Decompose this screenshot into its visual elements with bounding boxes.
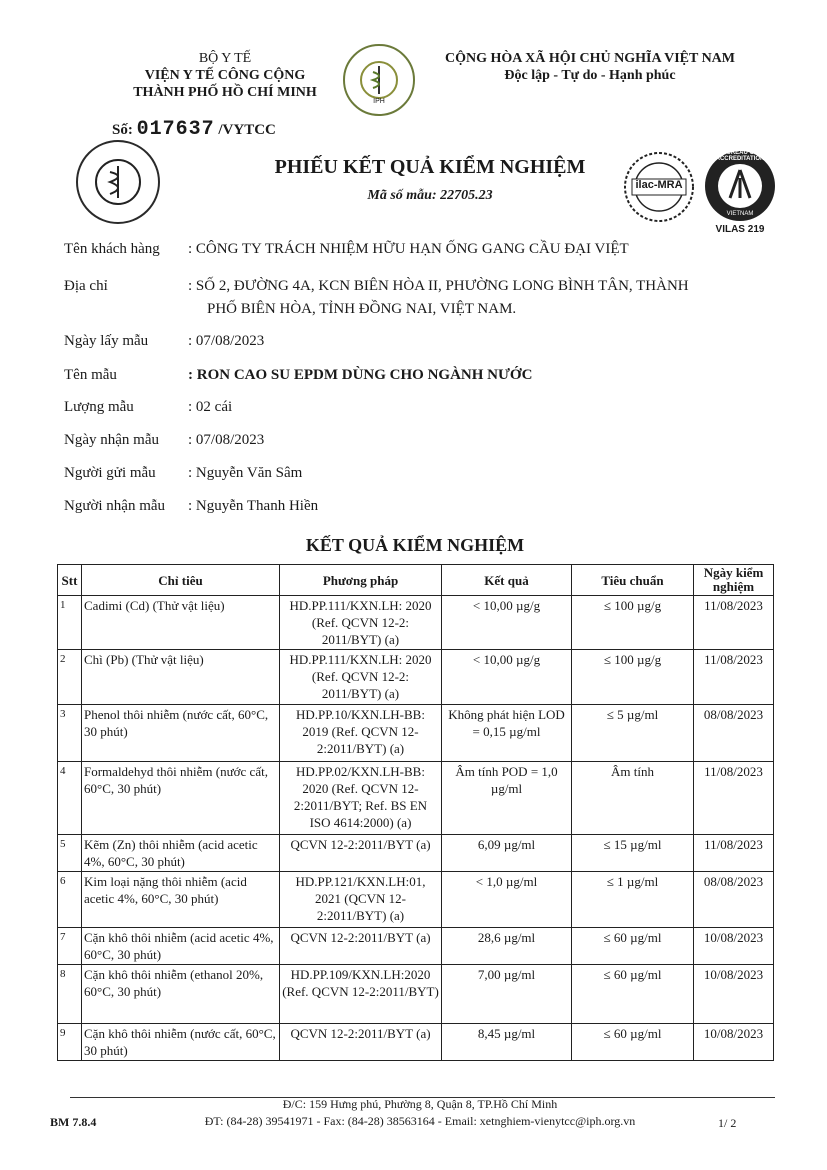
row-test-date: 11/08/2023 [694, 835, 774, 872]
sender-value: : Nguyễn Văn Sâm [188, 465, 303, 481]
row-method: QCVN 12-2:2011/BYT (a) [280, 1024, 442, 1061]
document-number-prefix: Số: [112, 122, 133, 138]
document-number-value: 017637 [136, 118, 215, 141]
row-indicator: Cadimi (Cd) (Thử vật liệu) [82, 596, 280, 650]
row-indicator: Kẽm (Zn) thôi nhiễm (acid acetic 4%, 60°C, 30 phút) [82, 835, 280, 872]
table-row [58, 835, 774, 872]
table-row [58, 650, 774, 705]
table-row [58, 596, 774, 650]
row-method: HD.PP.121/KXN.LH:01, 2021 (QCVN 12-2:2011/BYT) (a) [280, 872, 442, 928]
row-result: Không phát hiện LOD = 0,15 µg/ml [442, 705, 572, 762]
col-test-date: Ngày kiểm nghiệm [694, 565, 774, 596]
row-stt: 9 [58, 1024, 82, 1061]
row-indicator: Cặn khô thôi nhiễm (acid acetic 4%, 60°C, 30 phút) [82, 928, 280, 965]
row-standard: ≤ 60 µg/ml [572, 928, 694, 965]
institute-name-line1: VIỆN Y TẾ CÔNG CỘNG [144, 68, 306, 83]
row-standard: ≤ 100 µg/g [572, 596, 694, 650]
caduceus-icon [357, 58, 401, 102]
document-number-suffix: /VYTCC [218, 122, 276, 138]
receiver-value: : Nguyễn Thanh Hiền [188, 498, 319, 514]
document-title: PHIẾU KẾT QUẢ KIỂM NGHIỆM [274, 156, 586, 178]
form-code: BM 7.8.4 [50, 1115, 97, 1129]
table-row [58, 1024, 774, 1061]
row-result: 7,00 µg/ml [442, 965, 572, 1024]
sender-label: Người gửi mẫu [64, 465, 156, 481]
row-method: HD.PP.109/KXN.LH:2020 (Ref. QCVN 12-2:2011/BYT) [280, 965, 442, 1024]
seal-caption: IPH [373, 98, 385, 105]
receiver-label: Người nhận mẫu [64, 498, 166, 514]
row-stt: 4 [58, 762, 82, 835]
row-result: Âm tính POD = 1,0 µg/ml [442, 762, 572, 835]
address-value-line1: : SỐ 2, ĐƯỜNG 4A, KCN BIÊN HÒA II, PHƯỜNG LONG BÌNH TÂN, THÀNH [188, 278, 689, 294]
quantity-label: Lượng mẫu [64, 399, 134, 415]
row-result: < 10,00 µg/g [442, 650, 572, 705]
row-stt: 2 [58, 650, 82, 705]
institute-header [95, 50, 355, 101]
row-indicator: Cặn khô thôi nhiễm (nước cất, 60°C, 30 phút) [82, 1024, 280, 1061]
row-result: < 1,0 µg/ml [442, 872, 572, 928]
row-standard: ≤ 1 µg/ml [572, 872, 694, 928]
row-method: QCVN 12-2:2011/BYT (a) [280, 835, 442, 872]
table-row [58, 762, 774, 835]
row-result: 8,45 µg/ml [442, 1024, 572, 1061]
row-standard: ≤ 15 µg/ml [572, 835, 694, 872]
institute-stamp-logo [76, 140, 160, 224]
institute-seal-logo [343, 44, 415, 116]
row-standard: ≤ 100 µg/g [572, 650, 694, 705]
col-standard: Tiêu chuẩn [572, 565, 694, 596]
results-header-row [58, 565, 774, 596]
row-indicator: Phenol thôi nhiễm (nước cất, 60°C, 30 phút) [82, 705, 280, 762]
customer-value: : CÔNG TY TRÁCH NHIỆM HỮU HẠN ỐNG GANG CẦU ĐẠI VIỆT [188, 241, 629, 257]
row-stt: 7 [58, 928, 82, 965]
received-date-label: Ngày nhận mẫu [64, 432, 159, 448]
table-row [58, 965, 774, 1024]
ilac-text: ilac-MRA [635, 179, 683, 191]
address-value-line2: PHỐ BIÊN HÒA, TỈNH ĐỒNG NAI, VIỆT NAM. [207, 301, 517, 317]
row-test-date: 11/08/2023 [694, 650, 774, 705]
institute-name-line2: THÀNH PHỐ HỒ CHÍ MINH [133, 85, 317, 100]
row-stt: 1 [58, 596, 82, 650]
sample-code: Mã số mẫu: 22705.23 [367, 188, 493, 203]
sample-name-value: : RON CAO SU EPDM DÙNG CHO NGÀNH NƯỚC [188, 367, 533, 383]
ilac-mra-logo [620, 148, 698, 226]
row-test-date: 08/08/2023 [694, 872, 774, 928]
vilas-code: VILAS 219 [715, 224, 765, 235]
table-row [58, 705, 774, 762]
row-indicator: Formaldehyd thôi nhiễm (nước cất, 60°C, 30 phút) [82, 762, 280, 835]
sampling-date-value: : 07/08/2023 [188, 333, 265, 349]
row-method: HD.PP.02/KXN.LH-BB: 2020 (Ref. QCVN 12-2:2011/BYT; Ref. BS EN ISO 4614:2000) (a) [280, 762, 442, 835]
row-result: < 10,00 µg/g [442, 596, 572, 650]
boa-country: VIETNAM [726, 211, 754, 217]
col-stt: Stt [58, 565, 82, 596]
row-test-date: 08/08/2023 [694, 705, 774, 762]
footer-contact: ĐT: (84-28) 39541971 - Fax: (84-28) 38563164 - Email: xetnghiem-vienytcc@iph.org.vn [204, 1114, 636, 1128]
row-stt: 8 [58, 965, 82, 1024]
row-method: HD.PP.111/KXN.LH: 2020 (Ref. QCVN 12-2: 2011/BYT) (a) [280, 650, 442, 705]
row-standard: ≤ 5 µg/ml [572, 705, 694, 762]
table-row [58, 928, 774, 965]
row-test-date: 10/08/2023 [694, 928, 774, 965]
row-standard: ≤ 60 µg/ml [572, 1024, 694, 1061]
row-stt: 6 [58, 872, 82, 928]
results-title: KẾT QUẢ KIỂM NGHIỆM [305, 535, 525, 555]
row-test-date: 11/08/2023 [694, 596, 774, 650]
sample-name-label: Tên mẫu [64, 367, 117, 383]
results-table [57, 564, 774, 1061]
row-result: 6,09 µg/ml [442, 835, 572, 872]
row-result: 28,6 µg/ml [442, 928, 572, 965]
customer-label: Tên khách hàng [64, 241, 160, 257]
footer-address: Đ/C: 159 Hưng phú, Phường 8, Quận 8, TP.Hồ Chí Minh [282, 1097, 558, 1111]
row-indicator: Kim loại nặng thôi nhiễm (acid acetic 4%, 60°C, 30 phút) [82, 872, 280, 928]
sampling-date-label: Ngày lấy mẫu [64, 333, 149, 349]
row-test-date: 10/08/2023 [694, 1024, 774, 1061]
row-standard: ≤ 60 µg/ml [572, 965, 694, 1024]
row-method: QCVN 12-2:2011/BYT (a) [280, 928, 442, 965]
republic-name: CỘNG HÒA XÃ HỘI CHỦ NGHĨA VIỆT NAM [444, 51, 735, 66]
row-method: HD.PP.111/KXN.LH: 2020 (Ref. QCVN 12-2: 2011/BYT) (a) [280, 596, 442, 650]
col-method: Phương pháp [280, 565, 442, 596]
national-header [425, 50, 755, 84]
table-row [58, 872, 774, 928]
row-stt: 3 [58, 705, 82, 762]
col-indicator: Chỉ tiêu [82, 565, 280, 596]
row-test-date: 11/08/2023 [694, 762, 774, 835]
document-number [112, 118, 276, 141]
row-indicator: Chì (Pb) (Thử vật liệu) [82, 650, 280, 705]
stamp-emblem-icon [90, 154, 146, 210]
row-method: HD.PP.10/KXN.LH-BB: 2019 (Ref. QCVN 12-2:2011/BYT) (a) [280, 705, 442, 762]
page-number: 1/ 2 [718, 1116, 737, 1130]
quantity-value: : 02 cái [188, 399, 233, 415]
address-label: Địa chỉ [64, 278, 108, 294]
national-motto: Độc lập - Tự do - Hạnh phúc [504, 68, 676, 83]
boa-logo [702, 148, 778, 234]
boa-text: BUREAU OF ACCREDITATION [715, 150, 765, 162]
col-result: Kết quả [442, 565, 572, 596]
row-stt: 5 [58, 835, 82, 872]
row-indicator: Cặn khô thôi nhiễm (ethanol 20%, 60°C, 30 phút) [82, 965, 280, 1024]
received-date-value: : 07/08/2023 [188, 432, 265, 448]
row-test-date: 10/08/2023 [694, 965, 774, 1024]
ministry-name: BỘ Y TẾ [198, 51, 252, 66]
row-standard: Âm tính [572, 762, 694, 835]
